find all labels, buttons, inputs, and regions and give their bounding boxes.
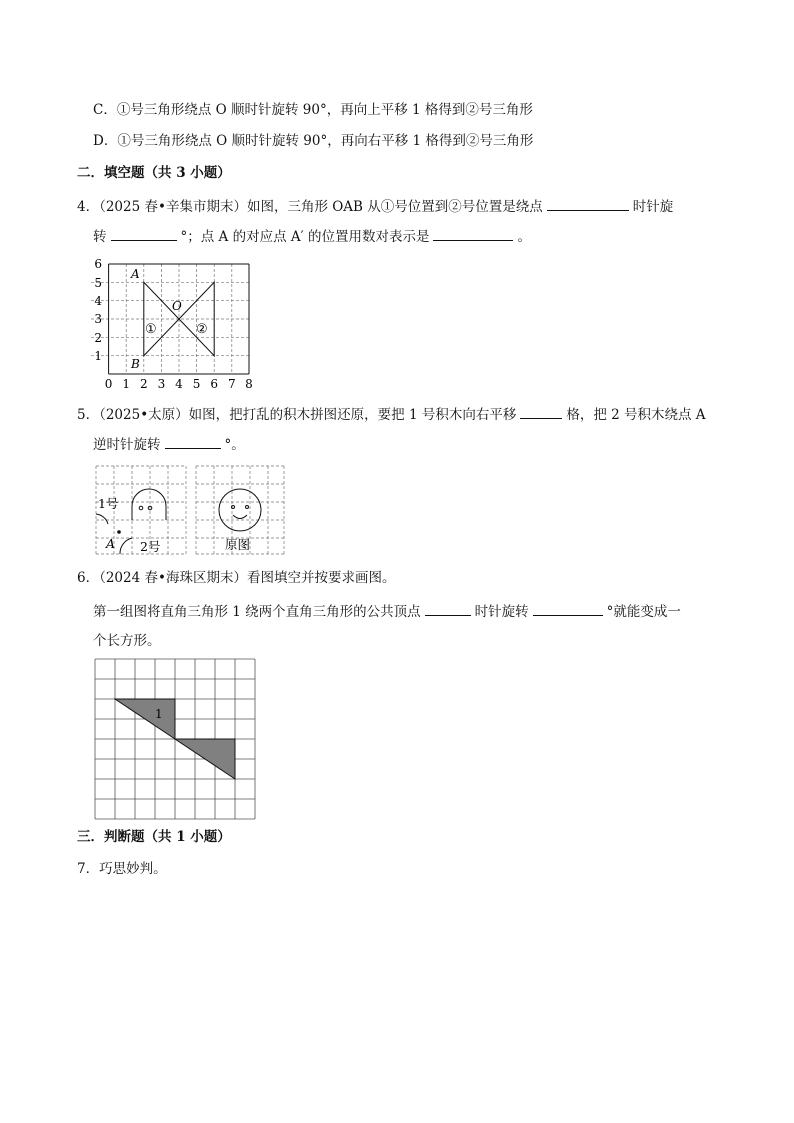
option-c: C．①号三角形绕点 O 顺时针旋转 90°，再向上平移 1 格得到②号三角形 <box>93 102 533 118</box>
option-d: D．①号三角形绕点 O 顺时针旋转 90°，再向右平移 1 格得到②号三角形 <box>93 133 534 149</box>
q4-blank-3[interactable] <box>433 226 513 241</box>
q5-label-a: A <box>106 536 116 551</box>
q6-text-2c: °就能变成一 <box>606 604 681 620</box>
q6-line-3: 个长方形。 <box>93 633 161 649</box>
q4-text-2b: °；点 A 的对应点 A′ 的位置用数对表示是 <box>180 229 430 245</box>
q4-x-tick-4: 4 <box>175 377 183 391</box>
q5-label-1: 1号 <box>98 496 119 511</box>
q4-text-1b: 时针旋 <box>632 199 674 215</box>
q5-blank-1[interactable] <box>520 404 562 419</box>
q5-point-a <box>117 530 121 534</box>
q5-line-2 <box>93 434 245 455</box>
q5-label-2: 2号 <box>140 539 161 554</box>
q4-blank-1[interactable] <box>547 196 629 211</box>
q4-label-b: B <box>131 357 140 371</box>
q4-coordinate-grid <box>85 256 265 394</box>
section-2-title: 二．填空题（共 3 小题） <box>77 165 231 181</box>
q4-y-tick-5: 5 <box>94 276 102 290</box>
q6-blank-1[interactable] <box>425 601 471 616</box>
q4-x-tick-1: 1 <box>122 377 131 391</box>
q6-blank-2[interactable] <box>533 601 603 616</box>
section-3-title: 三．判断题（共 1 小题） <box>77 829 231 845</box>
q5-text-2b: °。 <box>224 437 245 453</box>
q4-label-o: O <box>172 299 182 313</box>
q5-puzzle-figure <box>92 462 288 558</box>
q5-line-1 <box>77 404 706 425</box>
q4-y-tick-1: 1 <box>94 349 102 363</box>
q5-text-1b: 格，把 2 号积木绕点 A <box>566 407 706 423</box>
q6-line-2 <box>93 601 681 622</box>
q4-x-tick-8: 8 <box>245 377 253 391</box>
q4-x-tick-6: 6 <box>210 377 219 391</box>
q4-label-a: A <box>131 267 140 281</box>
q5-text-2a: 逆时针旋转 <box>93 437 161 453</box>
q4-x-tick-2: 2 <box>139 377 148 391</box>
q4-line-2 <box>93 226 531 247</box>
q4-text-2a: 转 <box>93 229 107 245</box>
q4-blank-2[interactable] <box>111 226 177 241</box>
q4-label-1: ① <box>145 322 157 337</box>
q4-y-tick-3: 3 <box>94 312 102 326</box>
q5-label-original: 原图 <box>225 537 251 552</box>
q6-line-1: 6．（2024 春•海珠区期末）看图填空并按要求画图。 <box>77 570 396 586</box>
q4-x-tick-0: 0 <box>104 377 113 391</box>
q6-label-1: 1 <box>155 707 163 721</box>
q6-text-2a: 第一组图将直角三角形 1 绕两个直角三角形的公共顶点 <box>93 604 421 620</box>
q5-blank-2[interactable] <box>165 434 221 449</box>
q4-text-2c: 。 <box>517 229 531 245</box>
q4-x-tick-3: 3 <box>157 377 166 391</box>
q4-x-tick-7: 7 <box>227 377 236 391</box>
q4-line-1 <box>77 196 673 217</box>
q4-y-tick-2: 2 <box>94 331 102 345</box>
q4-label-2: ② <box>196 322 208 337</box>
q5-text-1a: 5．（2025•太原）如图，把打乱的积木拼图还原，要把 1 号积木向右平移 <box>77 407 517 423</box>
q4-y-tick-4: 4 <box>94 294 102 308</box>
q7-line-1: 7．巧思妙判。 <box>77 861 167 877</box>
q4-y-tick-6: 6 <box>94 257 102 271</box>
q6-triangle-grid <box>94 658 256 820</box>
q4-x-tick-5: 5 <box>192 377 201 391</box>
q4-text-1a: 4．（2025 春•辛集市期末）如图，三角形 OAB 从①号位置到②号位置是绕点 <box>77 199 543 215</box>
q6-text-2b: 时针旋转 <box>474 604 529 620</box>
